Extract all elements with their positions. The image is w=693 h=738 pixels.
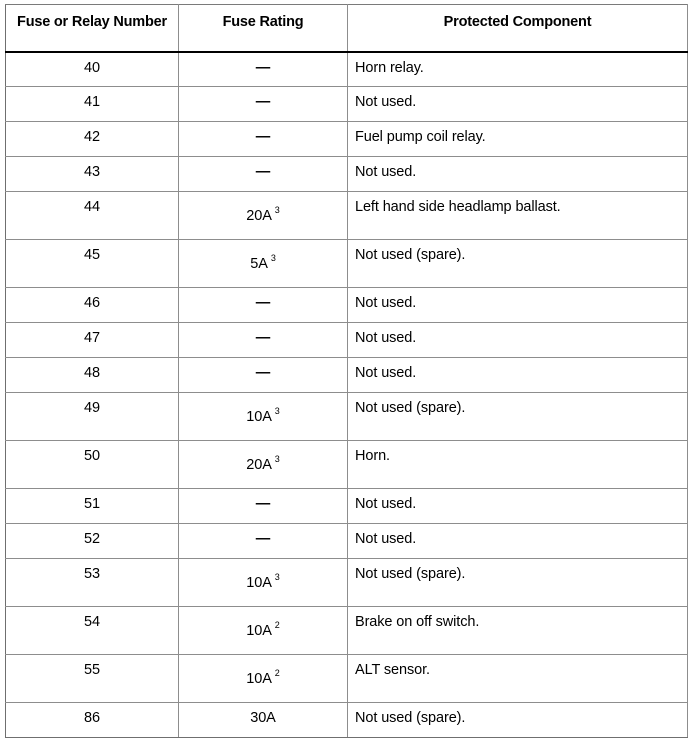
fuse-rating-value: 10A	[246, 671, 272, 687]
cell-fuse-rating	[179, 157, 348, 192]
table-row	[6, 559, 688, 607]
cell-fuse-or-relay-number: 86	[6, 703, 179, 738]
fuse-rating-value: 10A	[246, 623, 272, 639]
cell-fuse-or-relay-number: 48	[6, 358, 179, 393]
fuse-relay-table	[5, 4, 688, 738]
fuse-rating-value: —	[255, 365, 271, 381]
fuse-rating-value: —	[255, 330, 271, 346]
cell-fuse-or-relay-number: 44	[6, 192, 179, 240]
table-row	[6, 489, 688, 524]
cell-fuse-rating	[179, 655, 348, 703]
fuse-rating-footnote-marker: 2	[274, 668, 280, 679]
cell-fuse-or-relay-number: 54	[6, 607, 179, 655]
cell-fuse-rating	[179, 52, 348, 87]
cell-fuse-or-relay-number: 53	[6, 559, 179, 607]
fuse-rating-value: —	[255, 496, 271, 512]
cell-protected-component: Not used.	[348, 87, 688, 122]
fuse-rating-footnote-marker: 2	[274, 620, 280, 631]
column-header-protected-component: Protected Component	[348, 5, 688, 52]
table-row	[6, 441, 688, 489]
cell-fuse-or-relay-number: 55	[6, 655, 179, 703]
fuse-relay-table-container	[5, 4, 687, 738]
fuse-rating-value: —	[255, 531, 271, 547]
column-header-fuse-or-relay-number: Fuse or Relay Number	[6, 5, 179, 52]
cell-fuse-rating	[179, 323, 348, 358]
fuse-rating-value: 5A	[250, 256, 268, 272]
table-row	[6, 607, 688, 655]
cell-fuse-rating	[179, 524, 348, 559]
cell-fuse-or-relay-number: 43	[6, 157, 179, 192]
table-row	[6, 240, 688, 288]
cell-protected-component: Not used (spare).	[348, 559, 688, 607]
table-header	[6, 5, 688, 52]
cell-fuse-rating	[179, 441, 348, 489]
cell-protected-component: Not used (spare).	[348, 393, 688, 441]
cell-protected-component: Horn relay.	[348, 52, 688, 87]
cell-fuse-rating	[179, 607, 348, 655]
cell-protected-component: Not used (spare).	[348, 703, 688, 738]
cell-fuse-rating	[179, 122, 348, 157]
cell-fuse-rating	[179, 288, 348, 323]
cell-fuse-or-relay-number: 51	[6, 489, 179, 524]
fuse-rating-footnote-marker: 3	[274, 406, 280, 417]
cell-protected-component: Left hand side headlamp ballast.	[348, 192, 688, 240]
cell-protected-component: Horn.	[348, 441, 688, 489]
cell-fuse-rating	[179, 87, 348, 122]
table-row	[6, 393, 688, 441]
table-header-row	[6, 5, 688, 52]
table-row	[6, 703, 688, 738]
cell-fuse-rating	[179, 703, 348, 738]
cell-protected-component: Not used (spare).	[348, 240, 688, 288]
fuse-rating-value: 10A	[246, 409, 272, 425]
cell-fuse-rating	[179, 393, 348, 441]
cell-fuse-or-relay-number: 49	[6, 393, 179, 441]
cell-fuse-or-relay-number: 50	[6, 441, 179, 489]
table-row	[6, 524, 688, 559]
cell-fuse-or-relay-number: 41	[6, 87, 179, 122]
cell-fuse-rating	[179, 192, 348, 240]
cell-fuse-rating	[179, 358, 348, 393]
cell-protected-component: Not used.	[348, 489, 688, 524]
cell-protected-component: Not used.	[348, 323, 688, 358]
cell-fuse-or-relay-number: 40	[6, 52, 179, 87]
table-row	[6, 52, 688, 87]
fuse-rating-value: 30A	[250, 710, 276, 726]
cell-fuse-or-relay-number: 46	[6, 288, 179, 323]
cell-protected-component: Fuel pump coil relay.	[348, 122, 688, 157]
fuse-rating-value: —	[255, 295, 271, 311]
table-row	[6, 655, 688, 703]
table-body	[6, 52, 688, 738]
fuse-rating-value: —	[255, 94, 271, 110]
cell-fuse-rating	[179, 559, 348, 607]
table-row	[6, 87, 688, 122]
cell-fuse-rating	[179, 489, 348, 524]
cell-fuse-or-relay-number: 47	[6, 323, 179, 358]
table-row	[6, 192, 688, 240]
fuse-rating-footnote-marker: 3	[270, 253, 276, 264]
cell-fuse-rating	[179, 240, 348, 288]
fuse-rating-value: —	[255, 164, 271, 180]
table-row	[6, 288, 688, 323]
fuse-rating-footnote-marker: 3	[274, 572, 280, 583]
cell-fuse-or-relay-number: 52	[6, 524, 179, 559]
column-header-fuse-rating: Fuse Rating	[179, 5, 348, 52]
table-row	[6, 157, 688, 192]
cell-protected-component: ALT sensor.	[348, 655, 688, 703]
fuse-rating-value: 10A	[246, 575, 272, 591]
fuse-rating-footnote-marker: 3	[274, 454, 280, 465]
cell-protected-component: Not used.	[348, 288, 688, 323]
cell-fuse-or-relay-number: 45	[6, 240, 179, 288]
fuse-rating-value: —	[255, 129, 271, 145]
fuse-rating-value: 20A	[246, 457, 272, 473]
table-row	[6, 358, 688, 393]
fuse-rating-value: —	[255, 59, 271, 76]
cell-fuse-or-relay-number: 42	[6, 122, 179, 157]
cell-protected-component: Not used.	[348, 358, 688, 393]
cell-protected-component: Not used.	[348, 157, 688, 192]
fuse-rating-value: 20A	[246, 208, 272, 224]
cell-protected-component: Brake on off switch.	[348, 607, 688, 655]
fuse-rating-footnote-marker: 3	[274, 205, 280, 216]
cell-protected-component: Not used.	[348, 524, 688, 559]
table-row	[6, 122, 688, 157]
table-row	[6, 323, 688, 358]
